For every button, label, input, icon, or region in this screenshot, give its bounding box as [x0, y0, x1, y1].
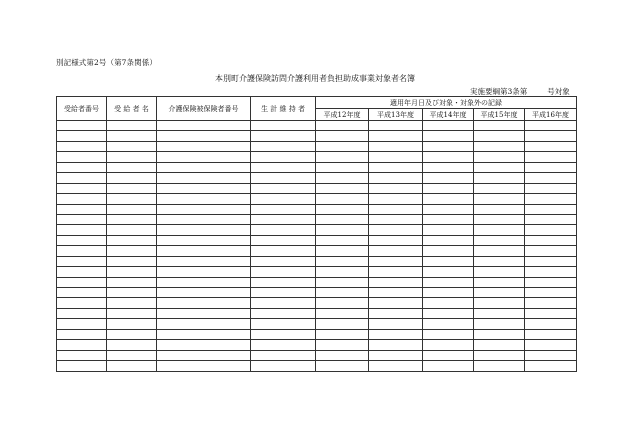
table-row [57, 361, 577, 371]
table-row [57, 225, 577, 235]
table-cell [423, 288, 474, 298]
table-cell [369, 256, 423, 266]
table-cell [316, 288, 369, 298]
table-row [57, 329, 577, 339]
table-cell [369, 204, 423, 214]
table-row [57, 350, 577, 360]
table-cell [474, 256, 525, 266]
table-cell [423, 141, 474, 151]
table-cell [474, 162, 525, 172]
table-cell [369, 235, 423, 245]
table-cell [423, 340, 474, 350]
table-cell [57, 235, 107, 245]
table-cell [369, 267, 423, 277]
table-cell [474, 194, 525, 204]
table-cell [474, 277, 525, 287]
table-cell [369, 141, 423, 151]
table-cell [107, 131, 157, 141]
table-cell [525, 288, 577, 298]
table-cell [316, 256, 369, 266]
table-cell [157, 340, 251, 350]
table-cell [525, 225, 577, 235]
table-cell [316, 121, 369, 131]
table-cell [525, 329, 577, 339]
header-insured-number: 介護保険被保険者番号 [157, 97, 251, 121]
table-cell [474, 298, 525, 308]
header-year-h13: 平成13年度 [369, 109, 423, 121]
table-cell [157, 308, 251, 318]
table-cell [474, 340, 525, 350]
header-year-h12: 平成12年度 [316, 109, 369, 121]
table-cell [474, 235, 525, 245]
table-cell [316, 319, 369, 329]
table-cell [423, 235, 474, 245]
table-row [57, 204, 577, 214]
table-cell [474, 246, 525, 256]
table-cell [423, 225, 474, 235]
table-cell [57, 308, 107, 318]
table-cell [316, 246, 369, 256]
table-cell [474, 204, 525, 214]
table-cell [157, 225, 251, 235]
table-cell [316, 204, 369, 214]
table-cell [316, 183, 369, 193]
table-cell [107, 141, 157, 151]
table-row [57, 131, 577, 141]
table-cell [474, 225, 525, 235]
table-cell [369, 214, 423, 224]
table-cell [251, 361, 316, 371]
table-row [57, 141, 577, 151]
table-row [57, 152, 577, 162]
table-cell [369, 183, 423, 193]
table-cell [474, 173, 525, 183]
table-row [57, 121, 577, 131]
table-cell [525, 319, 577, 329]
table-cell [474, 319, 525, 329]
table-cell [474, 121, 525, 131]
table-cell [316, 329, 369, 339]
table-row [57, 162, 577, 172]
document-title: 本別町介護保険訪問介護利用者負担助成事業対象者名簿 [215, 74, 415, 83]
table-cell [157, 204, 251, 214]
table-cell [107, 267, 157, 277]
table-cell [525, 308, 577, 318]
table-row [57, 288, 577, 298]
table-cell [251, 131, 316, 141]
table-cell [525, 214, 577, 224]
table-cell [316, 235, 369, 245]
table-cell [369, 162, 423, 172]
table-cell [251, 162, 316, 172]
table-cell [107, 298, 157, 308]
table-cell [474, 141, 525, 151]
table-cell [316, 141, 369, 151]
table-cell [316, 194, 369, 204]
table-cell [525, 277, 577, 287]
table-cell [423, 267, 474, 277]
table-cell [57, 152, 107, 162]
table-cell [57, 288, 107, 298]
table-cell [369, 194, 423, 204]
table-cell [474, 329, 525, 339]
table-cell [57, 194, 107, 204]
table-cell [107, 162, 157, 172]
table-row [57, 319, 577, 329]
table-cell [251, 121, 316, 131]
table-cell [57, 173, 107, 183]
table-cell [525, 235, 577, 245]
table-cell [107, 204, 157, 214]
table-cell [316, 267, 369, 277]
table-cell [369, 308, 423, 318]
table-cell [423, 204, 474, 214]
table-row [57, 340, 577, 350]
table-cell [474, 183, 525, 193]
table-cell [525, 267, 577, 277]
table-cell [369, 350, 423, 360]
table-cell [157, 183, 251, 193]
table-cell [369, 246, 423, 256]
table-cell [107, 214, 157, 224]
header-recipient-name: 受 給 者 名 [107, 97, 157, 121]
table-cell [57, 361, 107, 371]
note-prefix: 実施要綱第3条第 [470, 87, 528, 96]
table-cell [251, 235, 316, 245]
table-cell [316, 308, 369, 318]
table-cell [107, 121, 157, 131]
table-cell [316, 361, 369, 371]
table-cell [316, 277, 369, 287]
table-cell [251, 267, 316, 277]
table-cell [157, 131, 251, 141]
table-cell [369, 319, 423, 329]
table-cell [157, 288, 251, 298]
table-cell [525, 340, 577, 350]
table-cell [525, 204, 577, 214]
header-household-head: 生 計 維 持 者 [251, 97, 316, 121]
table-cell [474, 267, 525, 277]
form-reference: 別記様式第2号（第7条関係） [56, 58, 157, 67]
table-cell [251, 350, 316, 360]
table-cell [525, 256, 577, 266]
table-cell [57, 131, 107, 141]
table-cell [369, 288, 423, 298]
table-cell [251, 141, 316, 151]
table-cell [423, 350, 474, 360]
table-cell [107, 319, 157, 329]
table-row [57, 277, 577, 287]
table-cell [369, 340, 423, 350]
table-cell [251, 173, 316, 183]
table-cell [107, 361, 157, 371]
table-cell [474, 214, 525, 224]
table-cell [107, 246, 157, 256]
table-cell [525, 350, 577, 360]
table-cell [57, 214, 107, 224]
table-cell [369, 298, 423, 308]
table-cell [57, 204, 107, 214]
table-cell [107, 194, 157, 204]
table-cell [316, 152, 369, 162]
table-cell [423, 152, 474, 162]
table-cell [251, 152, 316, 162]
table-cell [474, 361, 525, 371]
table-cell [316, 340, 369, 350]
table-cell [423, 131, 474, 141]
table-cell [157, 319, 251, 329]
table-row [57, 267, 577, 277]
table-cell [525, 152, 577, 162]
table-cell [57, 121, 107, 131]
register-table [56, 96, 577, 372]
table-cell [525, 361, 577, 371]
table-cell [57, 340, 107, 350]
table-cell [57, 183, 107, 193]
table-cell [316, 350, 369, 360]
table-cell [423, 121, 474, 131]
table-cell [107, 329, 157, 339]
table-cell [157, 361, 251, 371]
register-body [57, 121, 577, 372]
table-cell [423, 173, 474, 183]
table-cell [251, 288, 316, 298]
table-cell [423, 214, 474, 224]
table-cell [57, 267, 107, 277]
table-cell [369, 173, 423, 183]
table-cell [316, 298, 369, 308]
table-cell [423, 329, 474, 339]
table-cell [57, 277, 107, 287]
table-cell [423, 361, 474, 371]
table-row [57, 173, 577, 183]
table-cell [57, 329, 107, 339]
table-row [57, 256, 577, 266]
table-cell [423, 162, 474, 172]
table-cell [369, 361, 423, 371]
table-cell [251, 225, 316, 235]
table-cell [369, 329, 423, 339]
table-cell [423, 298, 474, 308]
table-cell [251, 183, 316, 193]
table-cell [107, 288, 157, 298]
table-cell [57, 246, 107, 256]
table-cell [107, 308, 157, 318]
table-cell [369, 131, 423, 141]
table-cell [57, 225, 107, 235]
note-suffix: 号対象 [547, 87, 570, 96]
table-cell [157, 277, 251, 287]
table-cell [157, 141, 251, 151]
table-cell [57, 256, 107, 266]
table-row [57, 183, 577, 193]
header-year-h15: 平成15年度 [474, 109, 525, 121]
table-cell [157, 152, 251, 162]
table-cell [251, 204, 316, 214]
table-row [57, 246, 577, 256]
table-cell [157, 162, 251, 172]
table-cell [369, 225, 423, 235]
table-row [57, 235, 577, 245]
table-cell [251, 277, 316, 287]
table-row [57, 308, 577, 318]
table-cell [525, 298, 577, 308]
table-cell [251, 319, 316, 329]
table-cell [57, 350, 107, 360]
table-cell [57, 298, 107, 308]
table-cell [251, 298, 316, 308]
table-cell [474, 131, 525, 141]
table-cell [423, 319, 474, 329]
table-cell [423, 183, 474, 193]
table-cell [316, 162, 369, 172]
table-cell [57, 141, 107, 151]
table-cell [107, 235, 157, 245]
table-cell [157, 267, 251, 277]
table-cell [107, 173, 157, 183]
table-cell [107, 277, 157, 287]
table-cell [157, 194, 251, 204]
table-cell [423, 308, 474, 318]
table-cell [423, 246, 474, 256]
table-cell [525, 183, 577, 193]
table-cell [316, 214, 369, 224]
table-cell [157, 173, 251, 183]
table-cell [251, 256, 316, 266]
table-cell [316, 225, 369, 235]
table-cell [369, 121, 423, 131]
header-year-h14: 平成14年度 [423, 109, 474, 121]
table-cell [251, 246, 316, 256]
table-cell [57, 319, 107, 329]
table-cell [525, 162, 577, 172]
table-cell [525, 173, 577, 183]
table-cell [369, 152, 423, 162]
header-record-group: 適用年月日及び対象・対象外の記録 [316, 97, 577, 109]
table-cell [157, 214, 251, 224]
table-cell [107, 152, 157, 162]
table-cell [474, 152, 525, 162]
table-cell [251, 308, 316, 318]
table-cell [107, 256, 157, 266]
table-cell [525, 131, 577, 141]
table-cell [474, 350, 525, 360]
table-cell [157, 246, 251, 256]
table-cell [525, 121, 577, 131]
table-row [57, 298, 577, 308]
header-year-h16: 平成16年度 [525, 109, 577, 121]
table-cell [316, 173, 369, 183]
table-cell [157, 121, 251, 131]
table-cell [157, 235, 251, 245]
table-cell [107, 340, 157, 350]
table-cell [423, 256, 474, 266]
table-cell [157, 298, 251, 308]
table-row [57, 214, 577, 224]
table-cell [525, 246, 577, 256]
table-cell [107, 183, 157, 193]
table-cell [423, 277, 474, 287]
table-row [57, 194, 577, 204]
table-cell [525, 141, 577, 151]
table-cell [423, 194, 474, 204]
table-cell [157, 256, 251, 266]
table-cell [251, 340, 316, 350]
table-cell [107, 350, 157, 360]
table-cell [251, 329, 316, 339]
header-recipient-number: 受給者番号 [57, 97, 107, 121]
table-cell [157, 329, 251, 339]
table-cell [474, 288, 525, 298]
table-cell [316, 131, 369, 141]
table-cell [251, 194, 316, 204]
table-cell [474, 308, 525, 318]
table-cell [157, 350, 251, 360]
table-cell [251, 214, 316, 224]
table-cell [525, 194, 577, 204]
table-cell [57, 162, 107, 172]
table-cell [369, 277, 423, 287]
table-cell [107, 225, 157, 235]
